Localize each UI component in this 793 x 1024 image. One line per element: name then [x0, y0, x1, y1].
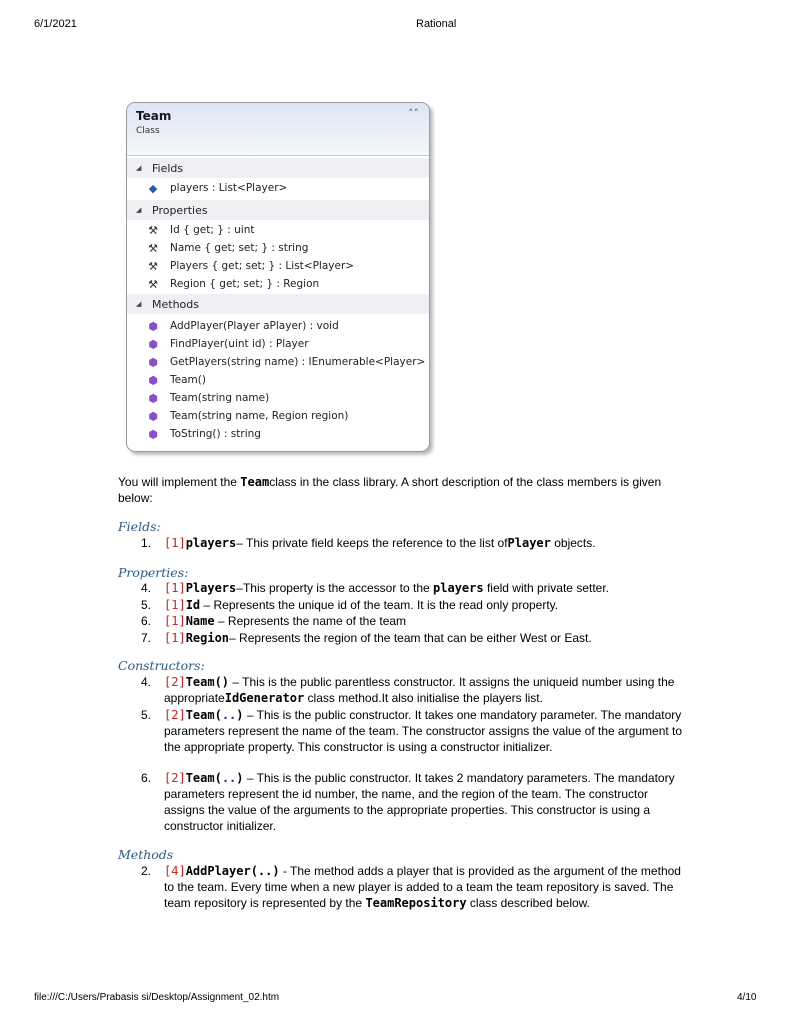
- methods-list: [127, 314, 429, 443]
- item-code2: TeamRepository: [365, 896, 467, 910]
- member-label: ToString() : string: [170, 428, 261, 440]
- item-tag: [4]: [164, 864, 186, 878]
- section-methods-label: Methods: [152, 297, 199, 311]
- item-text: – This is the public constructor. It takes one mandatory parameter. The mandatory parameters represent the name of the team. The constructor assigns the value of the argument to the appropriate property. This constructor is using a constructor initializer.: [164, 708, 683, 754]
- wrench-property-icon: ⚒: [148, 277, 158, 291]
- item-number: 6.: [141, 771, 152, 785]
- item-code: Players: [185, 581, 237, 595]
- item-text: - The method adds a player that is provided as the argument of the method to the team. Every time when a new player is added to a team the team repository is saved. The team repository is represented by the: [164, 864, 681, 910]
- item-code: Team(: [185, 708, 222, 722]
- item-code: Id: [185, 598, 201, 612]
- method-cube-icon: ⬢: [148, 409, 158, 423]
- class-name: Team: [136, 109, 172, 123]
- intro-pre: You will implement the: [118, 475, 241, 489]
- list-item: [164, 580, 684, 596]
- intro-code: Team: [240, 475, 270, 489]
- item-tag: [2]: [164, 708, 186, 722]
- section-fields[interactable]: [127, 158, 429, 178]
- method-cube-icon: ⬢: [148, 391, 158, 405]
- item-text: – Represents the unique id of the team. It is the read only property.: [200, 598, 559, 612]
- intro-post: class in the class library. A short description of the class members is given below:: [118, 475, 662, 505]
- member-row[interactable]: [127, 353, 429, 371]
- class-diagram-header: [127, 103, 429, 156]
- item-tag: [1]: [164, 598, 186, 612]
- wrench-property-icon: ⚒: [148, 259, 158, 273]
- member-label: GetPlayers(string name) : IEnumerable<Player>: [170, 356, 426, 368]
- member-label: Players { get; set; } : List<Player>: [170, 260, 355, 272]
- member-label: Team(): [170, 374, 206, 386]
- item-code-end: ): [236, 771, 244, 785]
- collapse-triangle-icon: ◢: [136, 206, 142, 214]
- list-item: [164, 863, 684, 911]
- list-item: [164, 674, 684, 706]
- member-row[interactable]: [127, 179, 429, 197]
- member-label: FindPlayer(uint id) : Player: [170, 338, 309, 350]
- item-number: 4.: [141, 581, 152, 595]
- member-label: Team(string name, Region region): [170, 410, 349, 422]
- wrench-property-icon: ⚒: [148, 241, 158, 255]
- item-number: 6.: [141, 614, 152, 628]
- item-text2: class method.It also initialise the players list.: [304, 691, 543, 705]
- item-code-dots: ..: [221, 771, 237, 785]
- item-text: – This is the public constructor. It takes 2 mandatory parameters. The mandatory parameters represent the id number, the name, and the region of the team. The constructor assigns the value of the arguments to the appropriate properties. This constructor is using a constructor initializer.: [164, 771, 675, 833]
- member-row[interactable]: [127, 335, 429, 353]
- item-text: – This private field keeps the reference to the list of: [236, 536, 508, 550]
- member-row[interactable]: [127, 407, 429, 425]
- list-item: [164, 535, 684, 551]
- header-title: Rational: [416, 18, 457, 30]
- constructors-heading: Constructors:: [118, 658, 205, 673]
- item-code2: players: [433, 581, 484, 595]
- class-diagram-team: [126, 102, 430, 452]
- class-kind: Class: [136, 126, 160, 136]
- member-row[interactable]: [127, 425, 429, 443]
- item-tag: [2]: [164, 771, 186, 785]
- item-code: players: [185, 536, 237, 550]
- double-chevron-up-icon[interactable]: ˄˄: [408, 107, 419, 120]
- item-text: – Represents the region of the team that can be either West or East.: [229, 631, 592, 645]
- member-row[interactable]: [127, 371, 429, 389]
- method-cube-icon: ⬢: [148, 427, 158, 441]
- item-number: 5.: [141, 598, 152, 612]
- fields-heading: Fields:: [118, 519, 161, 534]
- method-cube-icon: ⬢: [148, 337, 158, 351]
- private-field-icon: ◆: [148, 181, 158, 195]
- item-code: Region: [185, 631, 230, 645]
- section-properties[interactable]: [127, 200, 429, 220]
- item-code: Name: [185, 614, 215, 628]
- properties-list: [127, 220, 429, 293]
- item-tag: [1]: [164, 536, 186, 550]
- list-item: [164, 770, 684, 834]
- intro-paragraph: [118, 474, 688, 506]
- member-label: Name { get; set; } : string: [170, 242, 309, 254]
- list-item: [164, 597, 684, 613]
- item-code: AddPlayer(..): [185, 864, 280, 878]
- member-label: Region { get; set; } : Region: [170, 278, 320, 290]
- collapse-triangle-icon: ◢: [136, 300, 142, 308]
- item-number: 1.: [141, 536, 152, 550]
- item-code: Team(: [185, 771, 222, 785]
- section-properties-label: Properties: [152, 203, 208, 217]
- member-label: AddPlayer(Player aPlayer) : void: [170, 320, 339, 332]
- footer-page: 4/10: [737, 992, 757, 1003]
- list-item: [164, 707, 684, 755]
- collapse-triangle-icon: ◢: [136, 164, 142, 172]
- list-item: [164, 630, 684, 646]
- list-item: [164, 613, 684, 629]
- member-row[interactable]: [127, 221, 429, 239]
- footer-path: file:///C:/Users/Prabasis si/Desktop/Assignment_02.htm: [34, 992, 280, 1003]
- item-code-end: ): [236, 708, 244, 722]
- fields-list: [127, 178, 429, 197]
- item-tag: [1]: [164, 631, 186, 645]
- item-text2: class described below.: [466, 896, 590, 910]
- item-code-dots: ..: [221, 708, 237, 722]
- item-number: 5.: [141, 708, 152, 722]
- header-date: 6/1/2021: [34, 18, 77, 30]
- item-code: Team(): [185, 675, 230, 689]
- item-number: 7.: [141, 631, 152, 645]
- item-tag: [2]: [164, 675, 186, 689]
- member-row[interactable]: [127, 275, 429, 293]
- item-text2: objects.: [550, 536, 596, 550]
- item-text: – Represents the name of the team: [214, 614, 407, 628]
- member-label: players : List<Player>: [170, 182, 288, 194]
- member-row[interactable]: [127, 389, 429, 407]
- item-code2: Player: [507, 536, 551, 550]
- member-row[interactable]: [127, 257, 429, 275]
- item-text: – This is the public parentless constructor. It assigns the uniqueid number using the appropriate: [164, 675, 675, 705]
- section-methods[interactable]: [127, 294, 429, 314]
- item-code2: IdGenerator: [224, 691, 305, 705]
- member-label: Id { get; } : uint: [170, 224, 255, 236]
- wrench-property-icon: ⚒: [148, 223, 158, 237]
- method-cube-icon: ⬢: [148, 355, 158, 369]
- item-text: –This property is the accessor to the: [236, 581, 434, 595]
- item-tag: [1]: [164, 581, 186, 595]
- item-tag: [1]: [164, 614, 186, 628]
- method-cube-icon: ⬢: [148, 319, 158, 333]
- method-cube-icon: ⬢: [148, 373, 158, 387]
- member-row[interactable]: [127, 317, 429, 335]
- item-text2: field with private setter.: [483, 581, 609, 595]
- item-number: 4.: [141, 675, 152, 689]
- properties-heading: Properties:: [118, 565, 189, 580]
- methods-heading: Methods: [118, 847, 174, 862]
- item-number: 2.: [141, 864, 152, 878]
- member-row[interactable]: [127, 239, 429, 257]
- section-fields-label: Fields: [152, 161, 184, 175]
- member-label: Team(string name): [170, 392, 270, 404]
